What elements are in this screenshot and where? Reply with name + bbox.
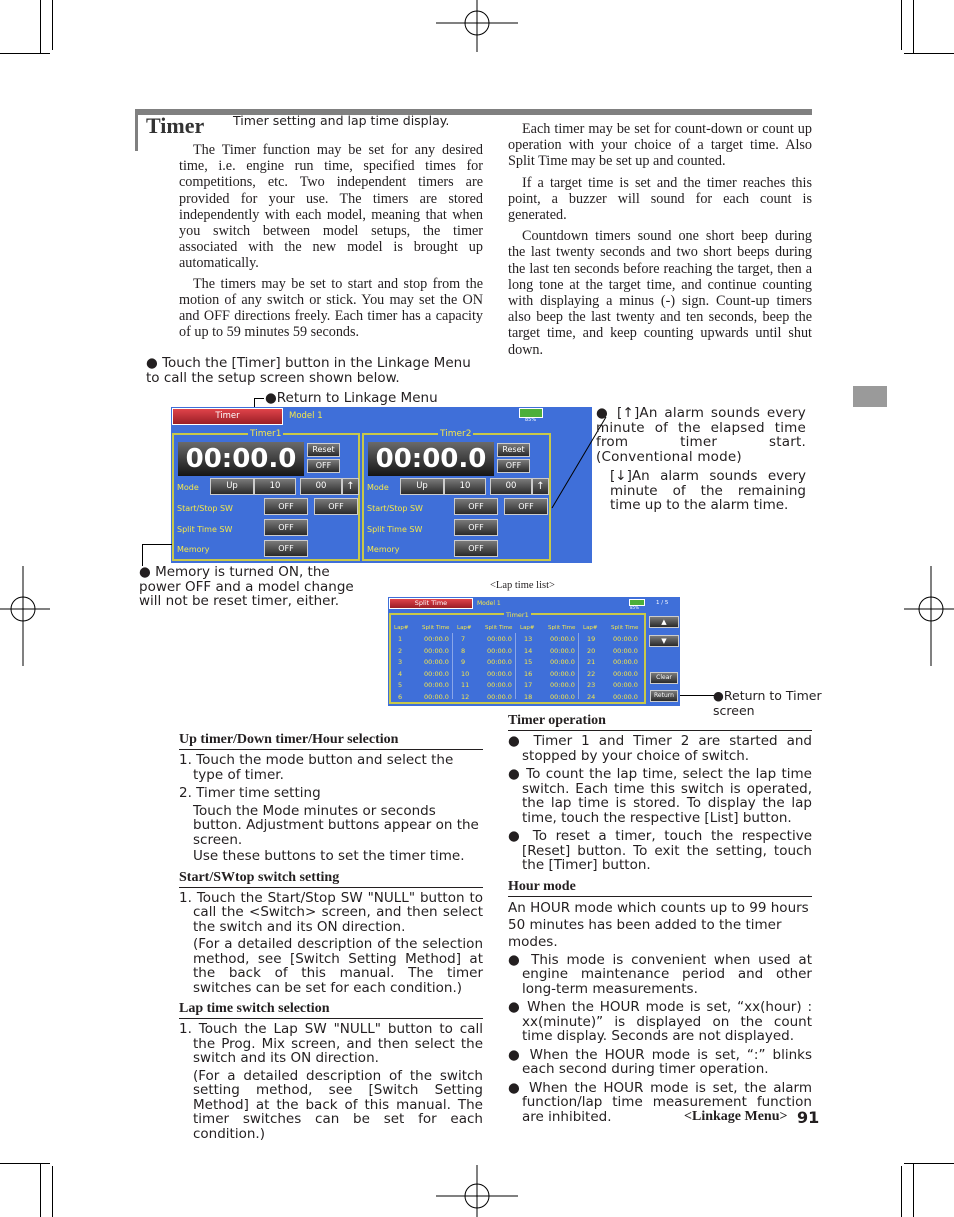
timer1-alarm-direction-button[interactable]: ↑ bbox=[342, 478, 359, 495]
timer1-mode-button[interactable]: Up bbox=[210, 478, 254, 495]
memory-label: Memory bbox=[367, 545, 400, 554]
note-return-timer: ●Return to Timer screen bbox=[713, 688, 822, 718]
timer1-memory-button[interactable]: OFF bbox=[264, 540, 308, 557]
lap-split-time: 00:00.0 bbox=[424, 646, 449, 655]
split-column-header: Split Time bbox=[422, 625, 450, 631]
lap-split-time: 00:00.0 bbox=[424, 658, 449, 666]
intro-paragraph: Countdown timers sound one short beep during the last twenty seconds and two short beeps during the last ten seconds before reaching the target, then a long tone at the target time, and continue counting with displaying a minus (-) sign. Count-up timers also beep the last twenty and ten seconds, beep the target time, and keep counting upwards until shut down. bbox=[508, 228, 812, 358]
memory-label: Memory bbox=[177, 545, 210, 554]
lap-number: 19 bbox=[587, 635, 596, 643]
timer1-seconds-button[interactable]: 00 bbox=[300, 478, 342, 495]
lap-number: 12 bbox=[461, 692, 470, 701]
lap-number: 8 bbox=[461, 646, 466, 655]
lap-grid bbox=[391, 615, 644, 702]
lap-column-header: Lap# bbox=[457, 625, 472, 631]
heading-rule bbox=[179, 887, 483, 888]
scroll-down-button[interactable]: ▼ bbox=[649, 635, 679, 647]
clear-button[interactable]: Clear bbox=[650, 672, 678, 684]
note-alarm-up: ● [↑]An alarm sounds every minute of the elapsed time from timer start. (Conventional mode) bbox=[596, 405, 806, 465]
registration-mark-left bbox=[0, 566, 50, 666]
hour-mode-intro: An HOUR mode which counts up to 99 hours 50 minutes has been added to the timer modes. bbox=[508, 899, 809, 950]
registration-mark-bottom bbox=[436, 1165, 518, 1217]
timer2-reset-button[interactable]: Reset bbox=[497, 443, 530, 457]
left-instructions bbox=[179, 732, 483, 1141]
lap-column-header: Lap# bbox=[583, 625, 598, 631]
mode-label: Mode bbox=[177, 483, 199, 492]
lap-split-time: 00:00.0 bbox=[487, 681, 512, 689]
timer1-start-sw-button[interactable]: OFF bbox=[264, 498, 308, 515]
lap-split-time: 00:00.0 bbox=[613, 669, 638, 678]
heading-start-switch: Start/SWtop switch setting bbox=[179, 869, 340, 885]
lap-split-time: 00:00.0 bbox=[613, 646, 638, 655]
timer2-memory-button[interactable]: OFF bbox=[454, 540, 498, 557]
note-return-linkage: ●Return to Linkage Menu bbox=[265, 390, 438, 406]
timer1-reset-button[interactable]: Reset bbox=[307, 443, 340, 457]
scroll-up-button[interactable]: ▲ bbox=[649, 616, 679, 628]
lap-split-time: 00:00.0 bbox=[613, 692, 638, 701]
lap-number: 18 bbox=[524, 692, 533, 701]
page-title: Timer bbox=[146, 113, 205, 138]
intro-paragraph: Each timer may be set for count-down or count up operation with your choice of a target time. Also Split Time may be set up and counted. bbox=[508, 121, 812, 170]
split-time-tab-button[interactable]: Split Time bbox=[389, 598, 473, 609]
intro-paragraph: The Timer function may be set for any desired time, i.e. engine run time, specified times for competitions, etc. Two independent timers are provided for your use. The timers are stored independently with each model, meaning that when you switch between model setups, the timer associated with the new model is brought up automatically. bbox=[179, 142, 483, 272]
lap-column-header: Lap# bbox=[520, 625, 535, 631]
registration-mark-top bbox=[436, 0, 518, 52]
lap-number: 10 bbox=[461, 669, 470, 678]
bullet-item: ● This mode is convenient when used at engine maintenance period and other long-term measurements. bbox=[508, 951, 812, 997]
instruction-detail: Use these buttons to set the timer time. bbox=[193, 848, 465, 864]
lap-split-time: 00:00.0 bbox=[487, 646, 512, 655]
lap-split-time: 00:00.0 bbox=[487, 669, 512, 678]
callout-line bbox=[142, 544, 172, 545]
intro-right-column bbox=[508, 121, 812, 358]
lap-number: 13 bbox=[524, 635, 533, 643]
lap-split-time: 00:00.0 bbox=[424, 635, 449, 643]
lap-number: 3 bbox=[398, 658, 403, 666]
lap-split-time: 00:00.0 bbox=[550, 692, 575, 701]
heading-hour-mode: Hour mode bbox=[508, 878, 576, 894]
lap-split-time: 00:00.0 bbox=[550, 658, 575, 666]
heading-lap-switch: Lap time switch selection bbox=[179, 1001, 330, 1016]
lap-number: 4 bbox=[398, 669, 403, 678]
callout-line bbox=[142, 544, 143, 566]
timer1-split-sw-button[interactable]: OFF bbox=[264, 519, 308, 536]
battery-level: 85% bbox=[525, 417, 537, 423]
lap-timer-label: Timer1 bbox=[506, 611, 529, 619]
lap-split-time: 00:00.0 bbox=[487, 635, 512, 643]
lap-split-time: 00:00.0 bbox=[487, 658, 512, 666]
model-name: Model 1 bbox=[289, 411, 323, 421]
heading-rule bbox=[179, 1018, 483, 1019]
lap-split-time: 00:00.0 bbox=[613, 658, 638, 666]
timer1-display[interactable]: 00:00.0 bbox=[178, 442, 304, 476]
lap-number: 14 bbox=[524, 646, 533, 655]
instruction-step: 2. Timer time setting bbox=[179, 785, 321, 801]
lap-number: 17 bbox=[524, 681, 533, 689]
battery-level: 85% bbox=[630, 605, 639, 610]
timer2-panel bbox=[362, 429, 551, 561]
intro-left-column bbox=[179, 142, 483, 340]
lap-number: 6 bbox=[398, 692, 403, 701]
timer2-alarm-direction-button[interactable]: ↑ bbox=[532, 478, 549, 495]
bullet-item: ● To reset a timer, touch the respective [Reset] button. To exit the setting, touch the [Timer] button. bbox=[508, 828, 812, 873]
bullet-item: ● To count the lap time, select the lap time switch. Each time this switch is operated, the lap time is stored. To display the lap time, touch the respective [List] button. bbox=[508, 766, 812, 826]
note-alarm-down: [↓]An alarm sounds every minute of the remaining time up to the alarm time. bbox=[610, 468, 806, 513]
lap-column-header: Lap# bbox=[394, 625, 409, 631]
lap-split-time: 00:00.0 bbox=[550, 669, 575, 678]
timer1-stop-sw-button[interactable]: OFF bbox=[314, 498, 358, 515]
section-tab-marker bbox=[853, 386, 887, 407]
bullet-item: ● Timer 1 and Timer 2 are started and stopped by your choice of switch. bbox=[508, 733, 812, 764]
split-time-label: Split Time SW bbox=[367, 525, 423, 534]
lap-split-time: 00:00.0 bbox=[613, 681, 638, 689]
split-column-header: Split Time bbox=[611, 625, 639, 631]
heading-rule bbox=[179, 749, 483, 750]
lap-number: 5 bbox=[398, 681, 403, 689]
timer2-split-sw-button[interactable]: OFF bbox=[454, 519, 498, 536]
lap-number: 22 bbox=[587, 669, 596, 678]
split-time-label: Split Time SW bbox=[177, 525, 233, 534]
timer1-state-button[interactable]: OFF bbox=[307, 459, 340, 473]
timer-tab-button[interactable]: Timer bbox=[172, 408, 283, 425]
lap-split-time: 00:00.0 bbox=[550, 681, 575, 689]
registration-mark-right bbox=[904, 566, 954, 666]
heading-timer-operation: Timer operation bbox=[508, 713, 606, 728]
start-stop-label: Start/Stop SW bbox=[177, 504, 233, 513]
instruction-step: 1. Touch the mode button and select the type of timer. bbox=[179, 752, 454, 783]
lap-number: 16 bbox=[524, 669, 533, 678]
lap-number: 11 bbox=[461, 681, 470, 689]
callout-line bbox=[254, 398, 264, 399]
instruction-step: 1. Touch the Lap SW "NULL" button to call the Prog. Mix screen, and then select the switch and its ON direction. bbox=[179, 1021, 483, 1066]
lap-model-name: Model 1 bbox=[477, 600, 501, 607]
timer1-minutes-button[interactable]: 10 bbox=[254, 478, 296, 495]
split-column-header: Split Time bbox=[548, 625, 576, 631]
page-subtitle: Timer setting and lap time display. bbox=[233, 113, 450, 128]
footer-menu-name: <Linkage Menu> bbox=[684, 1109, 788, 1124]
instruction-step: 1. Touch the Start/Stop SW "NULL" button to call the <Switch> screen, and then select the switch and its ON direction. bbox=[179, 889, 483, 935]
lap-table-panel bbox=[389, 613, 646, 704]
timer2-display[interactable]: 00:00.0 bbox=[368, 442, 494, 476]
bullet-item: ● When the HOUR mode is set, “:” blinks each second during timer operation. bbox=[508, 1046, 812, 1077]
split-column-header: Split Time bbox=[485, 625, 513, 631]
lap-number: 21 bbox=[587, 658, 596, 666]
start-stop-label: Start/Stop SW bbox=[367, 504, 423, 513]
lap-list-caption: <Lap time list> bbox=[490, 580, 555, 591]
intro-paragraph: The timers may be set to start and stop from the motion of any switch or stick. You may set the ON and OFF directions freely. Each timer has a capacity of up to 59 minutes 59 seconds. bbox=[179, 275, 483, 341]
lap-split-time: 00:00.0 bbox=[487, 692, 512, 701]
column-divider bbox=[515, 633, 516, 699]
note-touch-timer: ● Touch the [Timer] button in the Linkage Menu to call the setup screen shown below. bbox=[146, 355, 471, 386]
page-indicator: 1 / 5 bbox=[656, 600, 669, 606]
mode-label: Mode bbox=[367, 483, 389, 492]
timer2-label: Timer2 bbox=[440, 429, 472, 439]
page-number: 91 bbox=[797, 1108, 820, 1127]
callout-line bbox=[680, 695, 714, 696]
column-divider bbox=[452, 633, 453, 699]
heading-up-down-hour: Up timer/Down timer/Hour selection bbox=[179, 732, 399, 747]
lap-split-time: 00:00.0 bbox=[550, 646, 575, 655]
lap-split-time: 00:00.0 bbox=[424, 692, 449, 701]
timer2-seconds-button[interactable]: 00 bbox=[490, 478, 532, 495]
timer2-mode-button[interactable]: Up bbox=[400, 478, 444, 495]
right-instructions bbox=[508, 713, 812, 1124]
timer2-start-sw-button[interactable]: OFF bbox=[454, 498, 498, 515]
lap-split-time: 00:00.0 bbox=[550, 635, 575, 643]
note-memory: ● Memory is turned ON, the power OFF and a model change will not be reset timer, either. bbox=[139, 564, 354, 609]
timer2-minutes-button[interactable]: 10 bbox=[444, 478, 486, 495]
timer1-panel bbox=[172, 429, 360, 561]
lap-number: 7 bbox=[461, 635, 466, 643]
instruction-detail: Touch the Mode minutes or seconds button. Adjustment buttons appear on the screen. bbox=[193, 802, 479, 848]
timer1-label: Timer1 bbox=[250, 429, 282, 439]
return-button[interactable]: Return bbox=[650, 690, 678, 702]
intro-paragraph: If a target time is set and the timer reaches this point, a buzzer will sound for each count is generated. bbox=[508, 174, 812, 224]
timer-screen bbox=[171, 407, 592, 563]
lap-number: 20 bbox=[587, 646, 596, 655]
instruction-detail: (For a detailed description of the switch setting method, see [Switch Setting Method] at the back of this manual. The timer switches can be set for each condition.) bbox=[193, 1067, 483, 1142]
lap-time-screen bbox=[388, 597, 680, 706]
heading-rule bbox=[508, 730, 812, 731]
heading-rule bbox=[508, 896, 812, 897]
timer2-stop-sw-button[interactable]: OFF bbox=[504, 498, 548, 515]
title-bracket bbox=[135, 109, 138, 151]
lap-split-time: 00:00.0 bbox=[424, 669, 449, 678]
lap-number: 2 bbox=[398, 646, 403, 655]
column-divider bbox=[578, 633, 579, 699]
bullet-item: ● When the HOUR mode is set, the alarm function/lap time measurement function are inhibited. bbox=[508, 1079, 812, 1125]
bullet-item: ● When the HOUR mode is set, “xx(hour) : xx(minute)” is displayed on the count time display. Seconds are not displayed. bbox=[508, 999, 812, 1044]
lap-split-time: 00:00.0 bbox=[613, 635, 638, 643]
lap-number: 23 bbox=[587, 681, 596, 689]
timer2-state-button[interactable]: OFF bbox=[497, 459, 530, 473]
lap-number: 9 bbox=[461, 658, 466, 666]
lap-split-time: 00:00.0 bbox=[424, 681, 449, 689]
lap-number: 1 bbox=[398, 635, 403, 643]
lap-number: 15 bbox=[524, 658, 533, 666]
instruction-detail: (For a detailed description of the selection method, see [Switch Setting Method] at the back of this manual. The timer switches can be set for each condition.) bbox=[193, 936, 483, 996]
lap-number: 24 bbox=[587, 692, 596, 701]
